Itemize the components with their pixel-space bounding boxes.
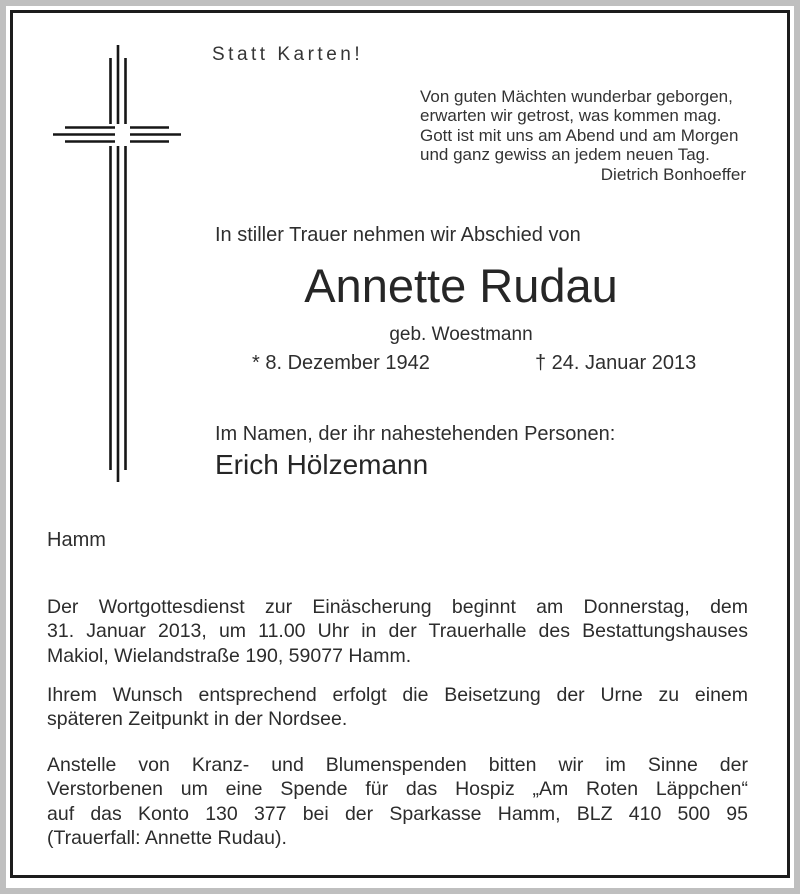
mourner-name: Erich Hölzemann: [215, 449, 429, 480]
paragraph-line: Verstorbenen um eine Spende für das Hospiz „Am Roten Läppchen“: [47, 778, 748, 801]
paragraph-line: späteren Zeitpunkt in der Nordsee.: [47, 708, 348, 731]
quote-author: Dietrich Bonhoeffer: [600, 164, 746, 184]
cross-icon: [45, 40, 195, 490]
donation-info-paragraph: [47, 753, 748, 851]
life-dates: [215, 352, 707, 378]
quote-line: Von guten Mächten wunderbar geborgen,: [420, 87, 733, 106]
memorial-quote: [420, 87, 746, 184]
quote-line: Gott ist mit uns am Abend und am Morgen: [420, 125, 739, 145]
death-date: † 24. Januar 2013: [535, 352, 697, 374]
deceased-name: Annette Rudau: [304, 259, 618, 312]
burial-info-paragraph: [47, 683, 748, 732]
paragraph-line: auf das Konto 130 377 bei der Sparkasse Hamm, BLZ 410 500 95: [47, 802, 748, 825]
maiden-name: geb. Woestmann: [389, 324, 533, 345]
service-info-paragraph: [47, 595, 748, 668]
paragraph-line: Makiol, Wielandstraße 190, 59077 Hamm.: [47, 644, 412, 667]
quote-line: und ganz gewiss an jedem neuen Tag.: [420, 145, 710, 165]
paragraph-line: Der Wortgottesdienst zur Einäscherung beginnt am Donnerstag, dem: [47, 596, 748, 618]
paragraph-line: (Trauerfall: Annette Rudau).: [47, 827, 287, 850]
funeral-intro: In stiller Trauer nehmen wir Abschied von: [215, 224, 581, 246]
paragraph-line: Ihrem Wunsch entsprechend erfolgt die Beisetzung der Urne zu einem: [47, 684, 748, 706]
birth-date: * 8. Dezember 1942: [252, 352, 430, 374]
statt-karten-note: Statt Karten!: [212, 44, 364, 65]
paragraph-line: Anstelle von Kranz- und Blumenspenden bitten wir im Sinne der: [47, 754, 748, 776]
mourners-intro: Im Namen, der ihr nahestehenden Personen:: [215, 423, 616, 445]
city-label: Hamm: [47, 529, 106, 551]
quote-line: erwarten wir getrost, was kommen mag.: [420, 106, 722, 126]
paragraph-line: 31. Januar 2013, um 11.00 Uhr in der Trauerhalle des Bestattungshauses: [47, 620, 748, 643]
